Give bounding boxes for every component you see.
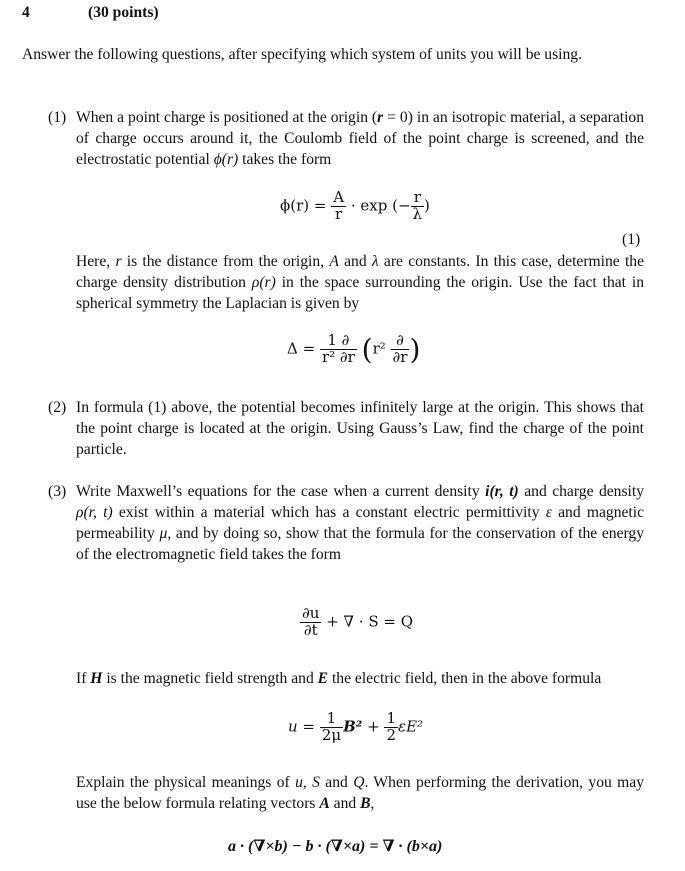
q1-text-after: Here, r is the distance from the origin, A and λ are constants. In this case, determine the charge density distribution ρ(r) in the space surrounding the origin. Use the fact that in spherical symmetry the Laplacian is given by — [76, 253, 645, 312]
q1-label: (1) — [48, 109, 67, 126]
problem-points: (30 points) — [88, 4, 159, 21]
problem-number: 4 — [22, 4, 30, 21]
intro-text: Answer the following questions, after specifying which system of units you will be using. — [22, 46, 582, 63]
equation-vector-identity: a · (∇×b) − b · (∇×a) = ∇ · (b×a) — [228, 838, 443, 855]
q2-text: In formula (1) above, the potential becomes infinitely large at the origin. This shows that the point charge is located at the origin. Using Gauss’s Law, find the charge of the point particle. — [76, 399, 644, 458]
equation-energy: u = $\frac{1}{2\mu}$ B² + $\frac{1}{2}$ εE² — [288, 709, 424, 744]
q2-label: (2) — [48, 399, 67, 416]
q3-text-mid: If H is the magnetic field strength and E the electric field, then in the above formula — [76, 670, 602, 687]
q3-label: (3) — [48, 483, 67, 500]
equation-conservation: $\frac{\partial u}{\partial t}$ + ∇ · S = Q — [302, 604, 413, 639]
q3-text: Write Maxwell’s equations for the case when a current density i(r, t) and charge density ρ(r, t) exist within a material which has a constant electric permittivity ε and magnetic permeability μ, and by doing so, show that the formula for the conservation of the energy of the electromagnetic field takes the form — [76, 483, 645, 563]
equation-laplacian: Δ = $\frac{1 \partial}{\text{r² ∂r}}$ (r² $\frac{\partial}{\partial r}$ ) — [287, 331, 421, 366]
q1-text: When a point charge is positioned at the origin (r = 0) in an isotropic material, a separation of charge occurs around it, the Coulomb field of the point charge is screened, and the electrostatic potential ϕ(r) takes the form — [76, 109, 645, 168]
equation-potential: ϕ(r) = $\frac{A}{r}$ · exp (− $\frac{r}{\lambda}$ ) — [280, 188, 430, 223]
equation-number-1: (1) — [622, 231, 641, 248]
q3-text-end: Explain the physical meanings of u, S and Q. When performing the derivation, you may use the below formula relating vectors A and B, — [76, 774, 645, 812]
